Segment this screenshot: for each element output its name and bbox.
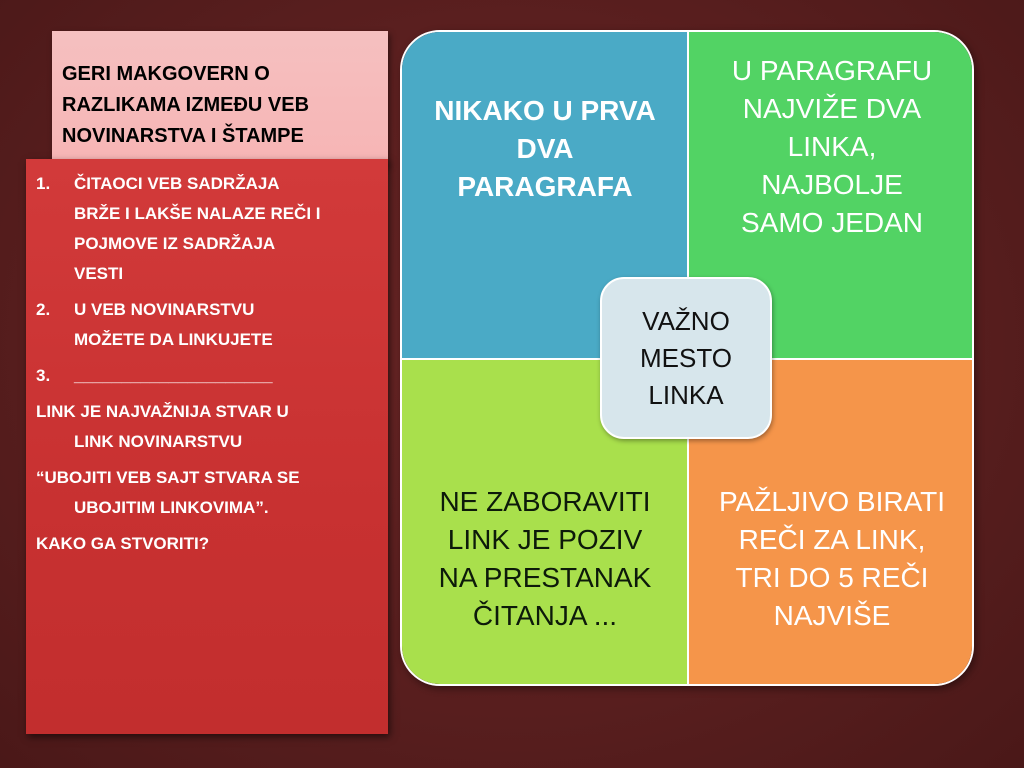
paragraph-link-importance: LINK JE NAJVAŽNIJA STVAR U LINK NOVINARSTVU — [36, 402, 289, 451]
list-item-number: 1. — [36, 174, 51, 193]
slide-title: GERI MAKGOVERN O RAZLIKAMA IZMEĐU VEB NOVINARSTVA I ŠTAMPE — [62, 63, 310, 147]
list-item-text: _____________________ — [74, 366, 273, 385]
list-item — [36, 295, 380, 355]
list-item-number: 2. — [36, 300, 51, 319]
matrix-center-box — [600, 277, 772, 439]
matrix-cell-text: PAŽLJIVO BIRATI REČI ZA LINK, TRI DO 5 REČI NAJVIŠE — [718, 486, 946, 631]
matrix-cell-text: NE ZABORAVITI LINK JE POZIV NA PRESTANAK ČITANJA ... — [438, 486, 652, 631]
matrix-cell-text: NIKAKO U PRVA DVA PARAGRAFA — [434, 95, 656, 202]
list-item-number: 3. — [36, 366, 51, 385]
paragraph-quote: “UBOJITI VEB SAJT STVARA SE UBOJITIM LINKOVIMA”. — [36, 468, 300, 517]
matrix-cell-text: U PARAGRAFU NAJVIŽE DVA LINKA, NAJBOLJE SAMO JEDAN — [731, 55, 933, 238]
list-item-text: ČITAOCI VEB SADRŽAJA BRŽE I LAKŠE NALAZE REČI I POJMOVE IZ SADRŽAJA VESTI — [74, 174, 321, 283]
list-item-text: U VEB NOVINARSTVU MOŽETE DA LINKUJETE — [74, 300, 273, 349]
list-item — [36, 361, 380, 391]
slide-title-box — [52, 31, 388, 165]
matrix-center-text: VAŽNO MESTO LINKA — [640, 305, 732, 410]
list-item — [36, 169, 380, 289]
content-list-box — [26, 159, 388, 734]
paragraph-question: KAKO GA STVORITI? — [36, 534, 210, 553]
